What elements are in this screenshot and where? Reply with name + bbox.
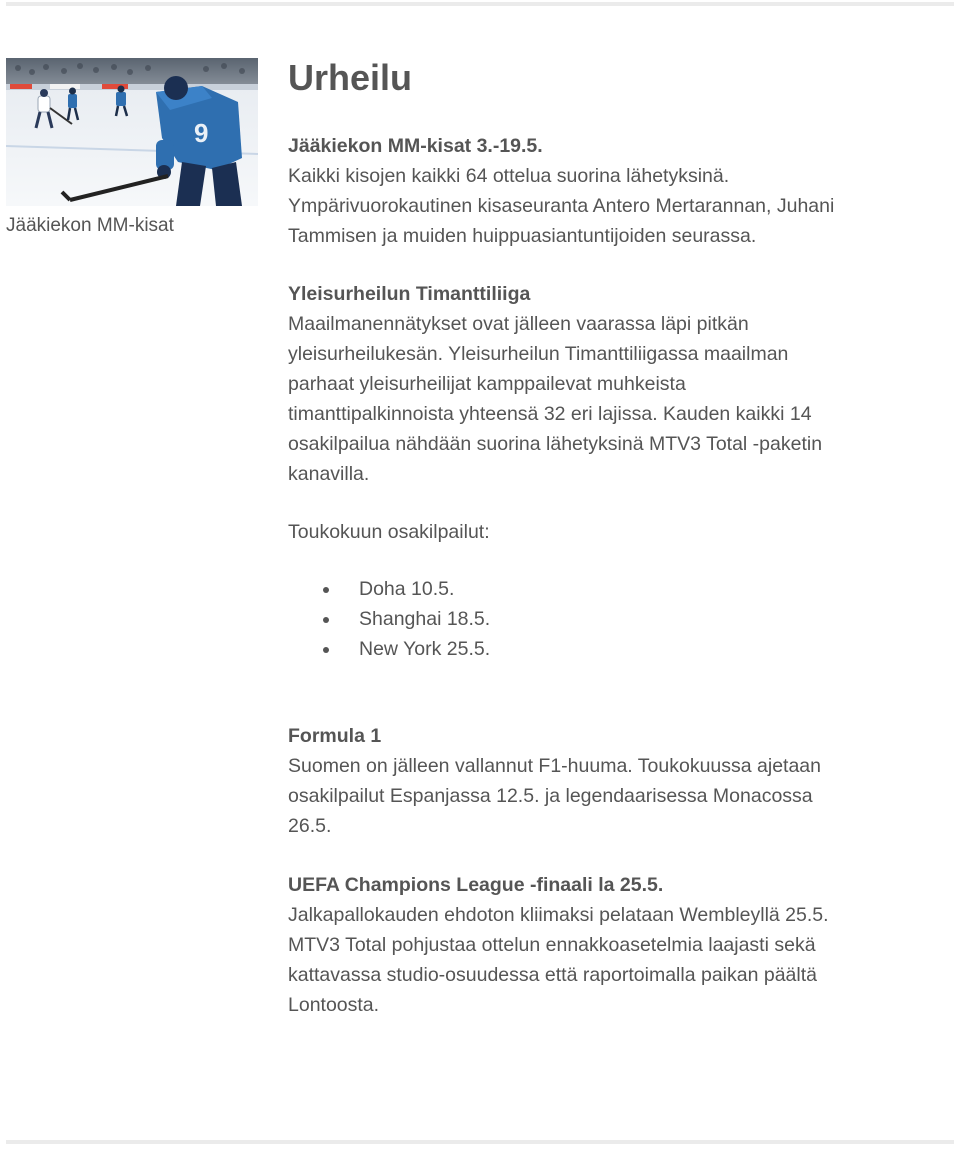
- section-heading: Yleisurheilun Timanttiliiga: [288, 283, 531, 305]
- section-heading: Jääkiekon MM-kisat 3.-19.5.: [288, 135, 543, 157]
- list-item-label: Shanghai 18.5.: [359, 608, 491, 630]
- section-athletics: [288, 279, 848, 664]
- list-item-label: Doha 10.5.: [359, 578, 455, 600]
- svg-text:9: 9: [194, 118, 209, 148]
- list-intro: Toukokuun osakilpailut:: [288, 521, 490, 543]
- section-body: Suomen on jälleen vallannut F1-huuma. Toukokuussa ajetaan osakilpailut Espanjassa 12.5. ja legendaarisessa Monacossa 26.5.: [288, 755, 821, 837]
- top-divider: [6, 2, 954, 6]
- section-hockey: [288, 131, 848, 251]
- list-item: [288, 634, 848, 664]
- main-content: [288, 56, 848, 1020]
- bullet-icon: [323, 617, 329, 623]
- sidebar: [6, 58, 258, 237]
- bullet-icon: [323, 647, 329, 653]
- bullet-icon: [323, 587, 329, 593]
- section-champions-league: [288, 870, 848, 1020]
- section-body: Kaikki kisojen kaikki 64 ottelua suorina lähetyksinä. Ympärivuorokautinen kisaseuranta Antero Mertarannan, Juhani Tammisen ja muiden huippuasiantuntijoiden seurassa.: [288, 165, 835, 247]
- section-heading: UEFA Champions League -finaali la 25.5.: [288, 874, 664, 896]
- list-item-label: New York 25.5.: [359, 638, 491, 660]
- page-title: Urheilu: [288, 57, 413, 98]
- section-body: Maailmanennätykset ovat jälleen vaarassa läpi pitkän yleisurheilukesän. Yleisurheilun Timanttiliigassa maailman parhaat yleisurheilijat kamppailevat muhkeista timanttipalkinnoista yhteensä 32 eri lajissa. Kauden kaikki 14 osakilpailua nähdään suorina lähetyksinä MTV3 Total -paketin kanavilla.: [288, 313, 823, 485]
- section-body: Jalkapallokauden ehdoton kliimaksi pelataan Wembleyllä 25.5. MTV3 Total pohjustaa ottelun ennakkoasetelmia laajasti sekä kattavassa studio-osuudessa että raportoimalla paikan päältä Lontoosta.: [288, 904, 829, 1016]
- section-heading: Formula 1: [288, 725, 382, 747]
- list-item: [288, 604, 848, 634]
- list-item: [288, 574, 848, 604]
- hockey-photo: [6, 58, 258, 206]
- photo-caption: Jääkiekon MM-kisat: [6, 215, 174, 236]
- section-formula1: [288, 721, 848, 841]
- event-list: [288, 574, 848, 664]
- bottom-divider: [6, 1140, 954, 1144]
